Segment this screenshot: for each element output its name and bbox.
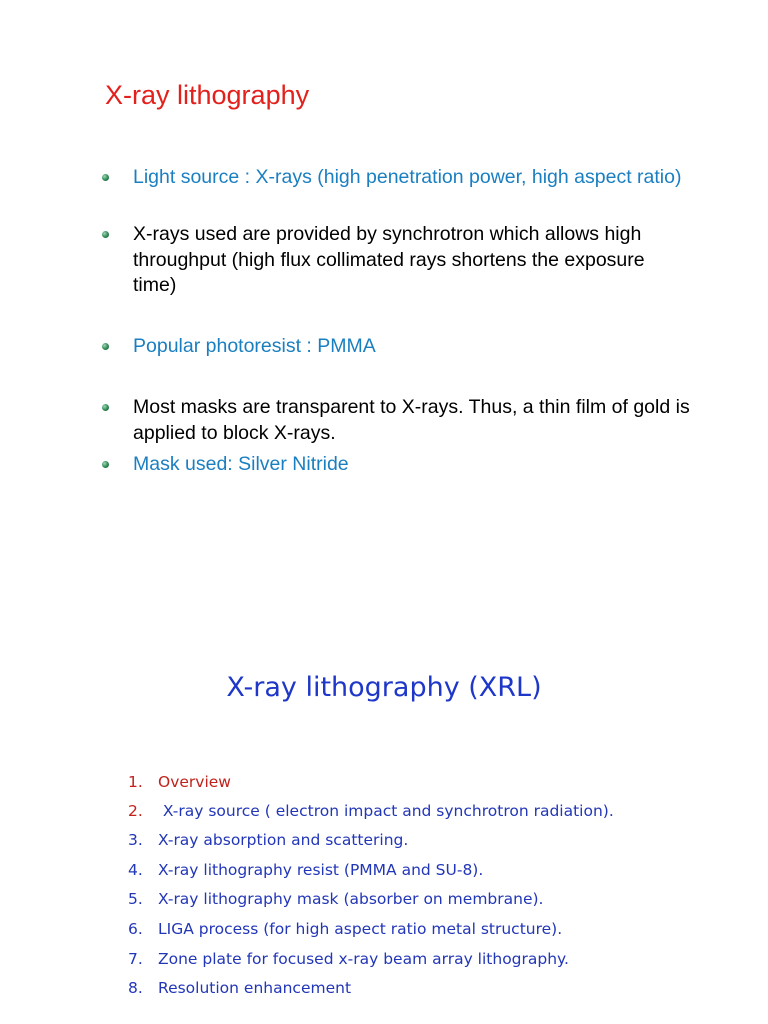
outline-item <box>128 950 569 968</box>
bullet-item <box>102 334 693 360</box>
bullet-text: Mask used: Silver Nitride <box>133 453 349 475</box>
bullet-icon <box>102 174 109 181</box>
outline-text: X-ray lithography mask (absorber on membrane). <box>158 890 544 908</box>
bullet-item <box>102 395 693 446</box>
outline-number: 2. <box>128 802 143 820</box>
outline-item <box>128 861 483 879</box>
outline-number: 7. <box>128 950 143 968</box>
slide-title: X-ray lithography <box>105 80 310 110</box>
bullet-icon <box>102 231 109 238</box>
bullet-text: X-rays used are provided by synchrotron which allows high throughput (high flux collimated rays shortens the exposure time) <box>133 223 645 296</box>
outline-number: 3. <box>128 831 143 849</box>
outline-item <box>128 831 408 849</box>
outline-text: X-ray lithography resist (PMMA and SU-8). <box>158 861 484 879</box>
outline-item <box>128 920 562 938</box>
outline-number: 4. <box>128 861 143 879</box>
outline-text: Overview <box>158 773 231 791</box>
bullet-icon <box>102 461 109 468</box>
bullet-text: Light source : X-rays (high penetration power, high aspect ratio) <box>133 166 682 188</box>
outline-text: X-ray absorption and scattering. <box>158 831 409 849</box>
bullet-text: Most masks are transparent to X-rays. Thus, a thin film of gold is applied to block X-rays. <box>133 396 690 444</box>
bullet-item <box>102 222 693 299</box>
outline-item <box>128 979 351 997</box>
outline-text: LIGA process (for high aspect ratio metal structure). <box>158 920 563 938</box>
bullet-item <box>102 165 693 191</box>
slide-subtitle: X-ray lithography (XRL) <box>226 672 542 703</box>
outline-number: 1. <box>128 773 143 791</box>
outline-number: 5. <box>128 890 143 908</box>
outline-item <box>128 890 543 908</box>
outline-number: 6. <box>128 920 143 938</box>
outline-text: Resolution enhancement <box>158 979 352 997</box>
bullet-item <box>102 452 693 478</box>
bullet-text: Popular photoresist : PMMA <box>133 335 376 357</box>
bullet-icon <box>102 343 109 350</box>
outline-item <box>128 773 231 791</box>
bullet-icon <box>102 404 109 411</box>
outline-text: X-ray source ( electron impact and synchrotron radiation). <box>158 802 614 820</box>
outline-text: Zone plate for focused x-ray beam array lithography. <box>158 950 569 968</box>
outline-item <box>128 802 614 820</box>
outline-number: 8. <box>128 979 143 997</box>
